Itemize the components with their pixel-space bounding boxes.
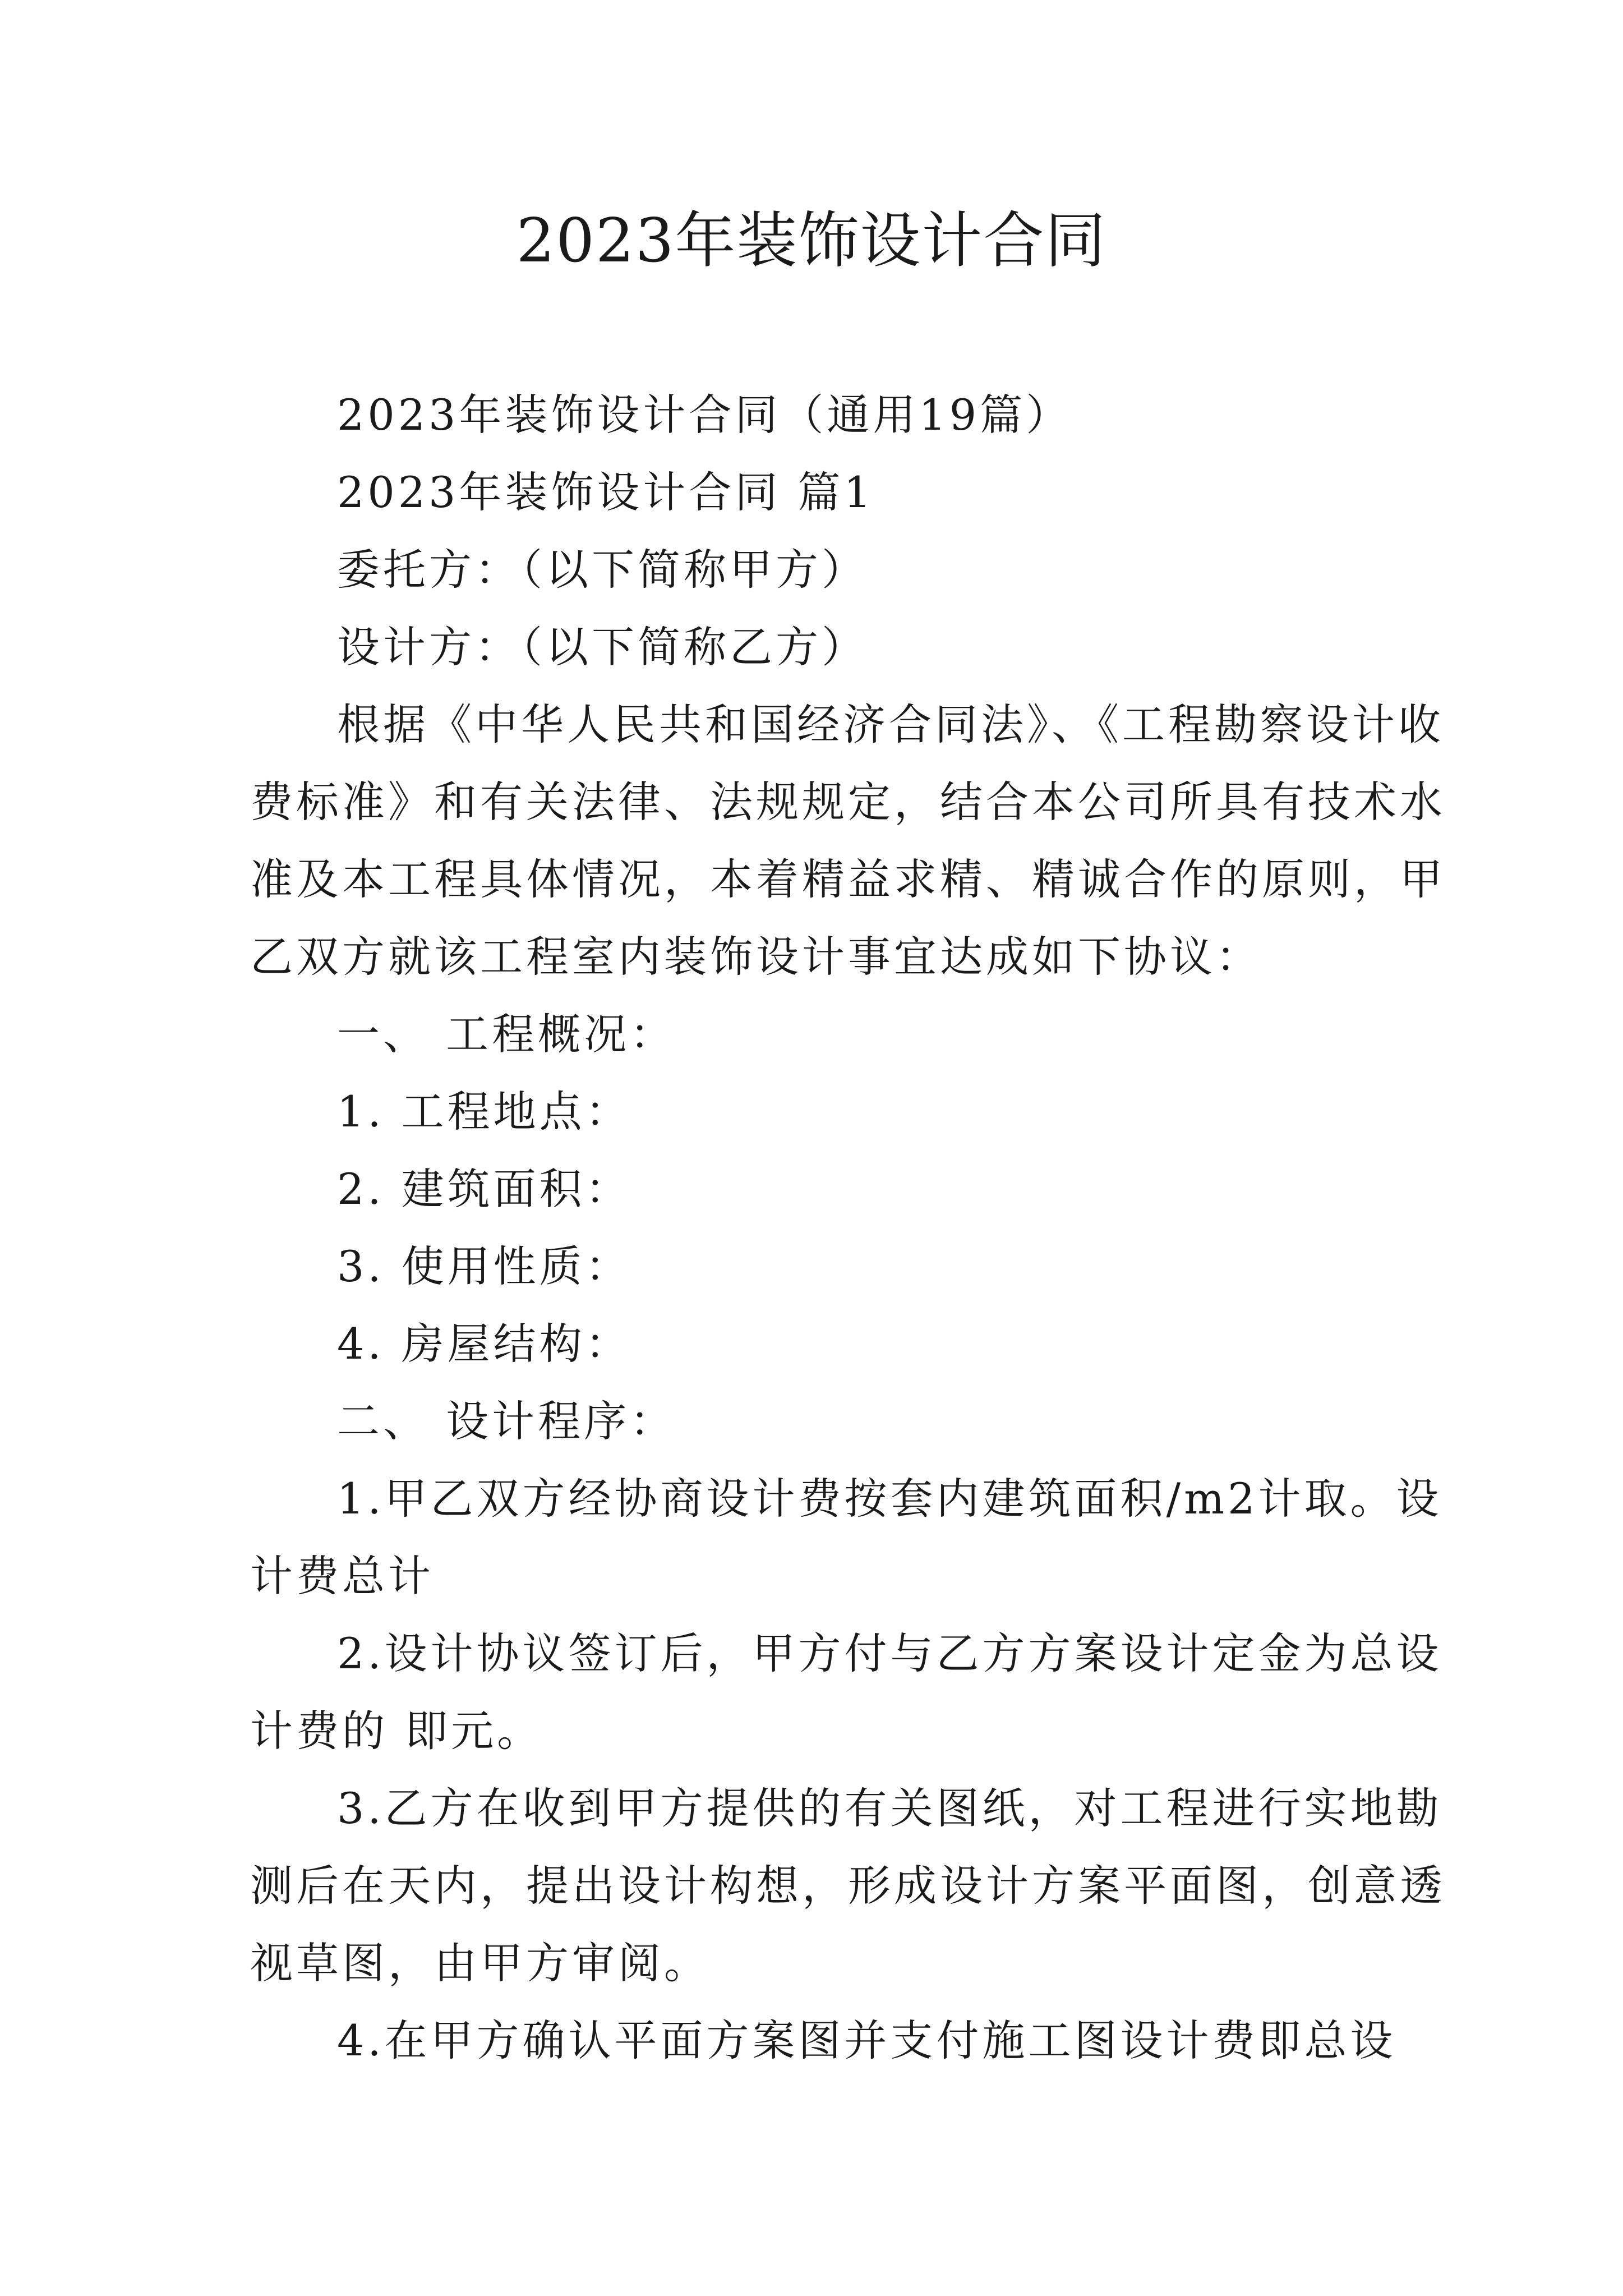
list-item: 2. 建筑面积：	[337, 1164, 631, 1214]
paragraph-line: 计费总计	[250, 1551, 434, 1601]
list-item: 3. 使用性质：	[337, 1241, 631, 1291]
paragraph-line: 4.在甲方确认平面方案图并支付施工图设计费即总设	[337, 2016, 1396, 2065]
paragraph-line: 根据《中华人民共和国经济合同法》、《工程勘察设计收	[337, 700, 1444, 749]
list-item: 1. 工程地点：	[337, 1087, 631, 1137]
list-item: 4. 房屋结构：	[337, 1319, 631, 1369]
paragraph-line: 测后在天内，提出设计构想，形成设计方案平面图，创意透	[250, 1861, 1446, 1911]
paragraph-line: 3.乙方在收到甲方提供的有关图纸，对工程进行实地勘	[337, 1783, 1442, 1833]
paragraph-line: 2023年装饰设计合同（通用19篇）	[337, 390, 1072, 440]
section-heading: 一、 工程概况：	[337, 1009, 676, 1059]
paragraph-line: 费标准》和有关法律、法规规定，结合本公司所具有技术水	[250, 777, 1446, 827]
paragraph-line: 计费的 即元。	[250, 1706, 543, 1756]
paragraph-line: 视草图，由甲方审阅。	[250, 1938, 710, 1988]
paragraph-line: 2023年装饰设计合同 篇1	[337, 467, 874, 517]
paragraph-line: 1.甲乙双方经协商设计费按套内建筑面积/m2计取。设	[337, 1474, 1442, 1524]
paragraph-line: 乙双方就该工程室内装饰设计事宜达成如下协议：	[250, 932, 1262, 982]
paragraph-line: 设计方：（以下简称乙方）	[337, 622, 868, 672]
section-heading: 二、 设计程序：	[337, 1396, 676, 1446]
paragraph-line: 委托方：（以下简称甲方）	[337, 545, 868, 595]
document-title: 2023年装饰设计合同	[516, 206, 1107, 276]
paragraph-line: 2.设计协议签订后，甲方付与乙方方案设计定金为总设	[337, 1628, 1442, 1678]
paragraph-line: 准及本工程具体情况，本着精益求精、精诚合作的原则，甲	[250, 854, 1446, 904]
